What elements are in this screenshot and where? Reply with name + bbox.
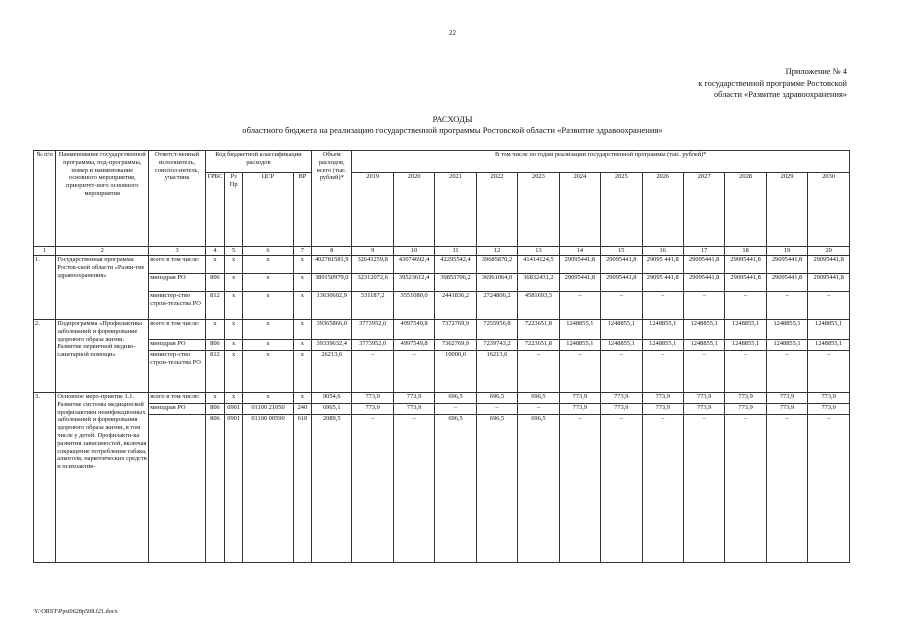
row-rzpr: 0901 bbox=[225, 404, 243, 415]
table-row bbox=[34, 274, 850, 292]
row-year-value: 1248855,1 bbox=[601, 340, 642, 351]
table-row bbox=[34, 292, 850, 320]
row-year-value: 29095441,8 bbox=[601, 256, 642, 274]
row-year-value: 773,9 bbox=[352, 404, 393, 415]
row-year-value: – bbox=[642, 415, 683, 563]
row-year-value: – bbox=[518, 351, 559, 393]
row-year-value: 32312072,6 bbox=[352, 274, 393, 292]
row-year-value: – bbox=[352, 415, 393, 563]
row-year-value: 773,9 bbox=[683, 404, 724, 415]
row-year-value: 4997549,8 bbox=[393, 340, 434, 351]
row-year-value: – bbox=[683, 351, 724, 393]
row-vr: х bbox=[293, 393, 311, 404]
row-year-value: 773,9 bbox=[808, 404, 850, 415]
col-number: 19 bbox=[766, 247, 807, 256]
row-year-value: 773,9 bbox=[601, 393, 642, 404]
row-executor: минздрав РО bbox=[149, 340, 206, 351]
row-vr: х bbox=[293, 274, 311, 292]
header-grbs: ГРБС bbox=[205, 173, 224, 247]
row-year-value: 696,5 bbox=[518, 393, 559, 404]
header-year: 2027 bbox=[683, 173, 724, 247]
row-year-value: 7372769,9 bbox=[435, 320, 476, 340]
row-year-value: – bbox=[725, 292, 766, 320]
row-year-value: – bbox=[393, 415, 434, 563]
row-csr: 01100 00590 bbox=[243, 415, 294, 563]
row-grbs: х bbox=[205, 320, 224, 340]
row-year-value: 39685870,2 bbox=[476, 256, 517, 274]
row-csr: х bbox=[243, 351, 294, 393]
row-year-value: – bbox=[683, 292, 724, 320]
row-year-value: 1248855,1 bbox=[642, 320, 683, 340]
header-vr: ВР bbox=[293, 173, 311, 247]
col-number: 1 bbox=[34, 247, 56, 256]
row-csr: х bbox=[243, 320, 294, 340]
row-year-value: 773,9 bbox=[642, 393, 683, 404]
row-name: Государственная программа Ростов-ской области «Разви-тие здравоохранения» bbox=[56, 256, 149, 320]
row-year-value: – bbox=[601, 351, 642, 393]
row-total: 13630602,9 bbox=[312, 292, 352, 320]
row-year-value: – bbox=[559, 292, 600, 320]
col-number: 3 bbox=[149, 247, 206, 256]
row-year-value: 773,9 bbox=[393, 404, 434, 415]
row-year-value: 7223651,8 bbox=[518, 320, 559, 340]
row-year-value: – bbox=[725, 415, 766, 563]
header-year: 2020 bbox=[393, 173, 434, 247]
col-number: 2 bbox=[56, 247, 149, 256]
row-year-value: 773,9 bbox=[642, 404, 683, 415]
row-year-value: 29095441,8 bbox=[559, 256, 600, 274]
row-year-value: – bbox=[601, 415, 642, 563]
row-grbs: 812 bbox=[205, 292, 224, 320]
row-year-value: – bbox=[683, 415, 724, 563]
row-name: Подпрограмма «Профилактика заболеваний и формирование здорового образа жизни. Развитие первичной медико-санитарной помощи» bbox=[56, 320, 149, 393]
col-number: 11 bbox=[435, 247, 476, 256]
row-year-value: 696,5 bbox=[476, 415, 517, 563]
row-year-value: 696,5 bbox=[435, 415, 476, 563]
row-year-value: – bbox=[476, 404, 517, 415]
header-csr: ЦСР bbox=[243, 173, 294, 247]
header-year: 2023 bbox=[518, 173, 559, 247]
row-year-value: 1248855,1 bbox=[559, 320, 600, 340]
row-year-value: – bbox=[559, 415, 600, 563]
col-number: 12 bbox=[476, 247, 517, 256]
header-year: 2025 bbox=[601, 173, 642, 247]
document-title: РАСХОДЫ bbox=[432, 114, 473, 124]
row-total: 39339632,4 bbox=[312, 340, 352, 351]
row-vr: 610 bbox=[293, 415, 311, 563]
document-subtitle: областного бюджета на реализацию государственной программы Ростовской области «Развитие здравоохранения» bbox=[242, 125, 663, 135]
row-year-value: 39523612,4 bbox=[393, 274, 434, 292]
table-row bbox=[34, 256, 850, 274]
col-number: 20 bbox=[808, 247, 850, 256]
row-vr: х bbox=[293, 351, 311, 393]
row-number: 3. bbox=[34, 393, 56, 563]
row-executor: всего в том числе: bbox=[149, 320, 206, 340]
row-year-value: 4997549,8 bbox=[393, 320, 434, 340]
expenses-table bbox=[33, 150, 850, 563]
header-executor: Ответст-венный исполнитель, соиспол-нитель, участник bbox=[149, 151, 206, 247]
row-total: 39365866,0 bbox=[312, 320, 352, 340]
col-number: 14 bbox=[559, 247, 600, 256]
row-year-value: 7239743,2 bbox=[476, 340, 517, 351]
document-title-block bbox=[0, 114, 905, 136]
row-number: 2. bbox=[34, 320, 56, 393]
header-year: 2029 bbox=[766, 173, 807, 247]
row-grbs: 806 bbox=[205, 340, 224, 351]
row-year-value: 4581693,3 bbox=[518, 292, 559, 320]
row-name: Основное меро-приятие 1.1. Развитие системы медицинской профилактики неинфекционных заболеваний и формирования здорового образа жизни, в том числе у детей. Профилакти-ка развития зависимостей, включая сокращение потребления табака, алкоголя, наркотических средств и психоактив- bbox=[56, 393, 149, 563]
row-year-value: 2441836,2 bbox=[435, 292, 476, 320]
row-grbs: 806 bbox=[205, 274, 224, 292]
row-rzpr: х bbox=[225, 256, 243, 274]
row-year-value: – bbox=[808, 415, 850, 563]
col-number: 8 bbox=[312, 247, 352, 256]
row-total: 402781581,9 bbox=[312, 256, 352, 274]
row-total: 2089,5 bbox=[312, 415, 352, 563]
appendix-line: к государственной программе Ростовской bbox=[698, 78, 847, 88]
row-rzpr: х bbox=[225, 393, 243, 404]
row-year-value: 39853706,2 bbox=[435, 274, 476, 292]
row-year-value: 29095441,8 bbox=[725, 256, 766, 274]
row-year-value: – bbox=[435, 404, 476, 415]
row-year-value: 29095441,8 bbox=[725, 274, 766, 292]
row-year-value: – bbox=[518, 404, 559, 415]
row-year-value: 7223651,8 bbox=[518, 340, 559, 351]
row-executor: министер-ство строи-тельства РО bbox=[149, 351, 206, 393]
col-number: 16 bbox=[642, 247, 683, 256]
row-year-value: 2724806,2 bbox=[476, 292, 517, 320]
row-vr: 240 bbox=[293, 404, 311, 415]
row-year-value: 1248855,1 bbox=[766, 320, 807, 340]
row-year-value: 29095441,8 bbox=[808, 274, 850, 292]
row-total: 9054,6 bbox=[312, 393, 352, 404]
table-row bbox=[34, 415, 850, 563]
header-year: 2021 bbox=[435, 173, 476, 247]
row-year-value: 773,9 bbox=[683, 393, 724, 404]
row-rzpr: х bbox=[225, 320, 243, 340]
row-year-value: 42295542,4 bbox=[435, 256, 476, 274]
row-csr: х bbox=[243, 256, 294, 274]
row-year-value: 1248855,1 bbox=[683, 340, 724, 351]
row-rzpr: х bbox=[225, 292, 243, 320]
col-number: 13 bbox=[518, 247, 559, 256]
table-row bbox=[34, 393, 850, 404]
row-year-value: 773,9 bbox=[559, 393, 600, 404]
row-year-value: 32643259,8 bbox=[352, 256, 393, 274]
row-year-value: – bbox=[352, 351, 393, 393]
header-years-group: В том числе по годам реализации государственной программы (тыс. рублей)* bbox=[352, 151, 850, 173]
header-year: 2019 bbox=[352, 173, 393, 247]
row-year-value: 773,9 bbox=[393, 393, 434, 404]
header-rzpr: Рз Пр bbox=[225, 173, 243, 247]
row-rzpr: х bbox=[225, 340, 243, 351]
row-vr: х bbox=[293, 340, 311, 351]
col-number: 7 bbox=[293, 247, 311, 256]
row-year-value: 3773952,0 bbox=[352, 340, 393, 351]
row-year-value: 16213,6 bbox=[476, 351, 517, 393]
table-row bbox=[34, 320, 850, 340]
row-year-value: 36961064,0 bbox=[476, 274, 517, 292]
col-number: 15 bbox=[601, 247, 642, 256]
row-csr: х bbox=[243, 393, 294, 404]
col-number: 18 bbox=[725, 247, 766, 256]
row-year-value: 3551080,0 bbox=[393, 292, 434, 320]
row-executor: всего в том числе: bbox=[149, 256, 206, 274]
row-year-value: 29095 441,8 bbox=[642, 274, 683, 292]
row-year-value: – bbox=[642, 292, 683, 320]
row-year-value: – bbox=[642, 351, 683, 393]
row-year-value: 1248855,1 bbox=[725, 340, 766, 351]
row-year-value: – bbox=[559, 351, 600, 393]
row-year-value: 773,9 bbox=[725, 404, 766, 415]
row-executor: всего в том числе: bbox=[149, 393, 206, 404]
table-row bbox=[34, 351, 850, 393]
row-vr: х bbox=[293, 292, 311, 320]
column-number-row bbox=[34, 247, 850, 256]
file-path-footer: Y:\ORST\Ppsi0628p508.f21.docx bbox=[34, 608, 118, 615]
header-num: № п/п bbox=[34, 151, 56, 247]
row-year-value: 29095441,8 bbox=[808, 256, 850, 274]
row-csr: х bbox=[243, 274, 294, 292]
row-year-value: 1248855,1 bbox=[766, 340, 807, 351]
appendix-note bbox=[698, 66, 847, 101]
row-year-value: 773,9 bbox=[808, 393, 850, 404]
header-year: 2022 bbox=[476, 173, 517, 247]
row-year-value: 1248855,1 bbox=[725, 320, 766, 340]
row-year-value: – bbox=[766, 415, 807, 563]
header-year: 2028 bbox=[725, 173, 766, 247]
row-grbs: 806 bbox=[205, 404, 224, 415]
row-grbs: х bbox=[205, 256, 224, 274]
col-number: 10 bbox=[393, 247, 434, 256]
row-year-value: 1248855,1 bbox=[642, 340, 683, 351]
row-year-value: 36832431,2 bbox=[518, 274, 559, 292]
row-year-value: – bbox=[725, 351, 766, 393]
row-executor: министер-ство строи-тельства РО bbox=[149, 292, 206, 320]
appendix-line: области «Развитие здравоохранения» bbox=[713, 90, 847, 99]
row-year-value: 773,9 bbox=[766, 404, 807, 415]
row-grbs: х bbox=[205, 393, 224, 404]
appendix-line: Приложение № 4 bbox=[785, 67, 847, 76]
row-year-value: 696,5 bbox=[476, 393, 517, 404]
row-csr: х bbox=[243, 340, 294, 351]
row-total: 389150979,0 bbox=[312, 274, 352, 292]
row-year-value: 29095441,8 bbox=[601, 274, 642, 292]
row-year-value: 773,9 bbox=[601, 404, 642, 415]
row-executor bbox=[149, 415, 206, 563]
row-year-value: 29095441,8 bbox=[766, 274, 807, 292]
row-year-value: 773,9 bbox=[725, 393, 766, 404]
header-year: 2026 bbox=[642, 173, 683, 247]
row-executor: минздрав РО bbox=[149, 274, 206, 292]
row-year-value: – bbox=[808, 292, 850, 320]
row-total: 26213,6 bbox=[312, 351, 352, 393]
col-number: 4 bbox=[205, 247, 224, 256]
row-year-value: 29095441,8 bbox=[683, 274, 724, 292]
page-number: 22 bbox=[449, 29, 456, 37]
row-executor: минздрав РО bbox=[149, 404, 206, 415]
row-year-value: 7362769,9 bbox=[435, 340, 476, 351]
col-number: 5 bbox=[225, 247, 243, 256]
row-year-value: 773,9 bbox=[766, 393, 807, 404]
row-year-value: 43074692,4 bbox=[393, 256, 434, 274]
row-year-value: 10000,0 bbox=[435, 351, 476, 393]
row-year-value: 3773952,0 bbox=[352, 320, 393, 340]
row-csr: х bbox=[243, 292, 294, 320]
row-year-value: 331187,2 bbox=[352, 292, 393, 320]
row-vr: х bbox=[293, 320, 311, 340]
row-year-value: 696,5 bbox=[435, 393, 476, 404]
row-vr: х bbox=[293, 256, 311, 274]
header-code-group: Код бюджетной классификации расходов bbox=[205, 151, 311, 173]
row-year-value: 7255956,8 bbox=[476, 320, 517, 340]
row-year-value: – bbox=[808, 351, 850, 393]
row-total: 6965,1 bbox=[312, 404, 352, 415]
header-year: 2030 bbox=[808, 173, 850, 247]
row-year-value: – bbox=[766, 351, 807, 393]
table-row bbox=[34, 340, 850, 351]
table-row bbox=[34, 404, 850, 415]
row-year-value: 773,9 bbox=[352, 393, 393, 404]
header-year: 2024 bbox=[559, 173, 600, 247]
row-rzpr: х bbox=[225, 351, 243, 393]
header-volume: Объем расходов, всего (тыс. рублей)* bbox=[312, 151, 352, 247]
row-year-value: 29095441,8 bbox=[559, 274, 600, 292]
row-grbs: 806 bbox=[205, 415, 224, 563]
row-year-value: 1248855,1 bbox=[808, 340, 850, 351]
row-year-value: 1248855,1 bbox=[601, 320, 642, 340]
row-year-value: 696,5 bbox=[518, 415, 559, 563]
row-rzpr: 0901 bbox=[225, 415, 243, 563]
row-year-value: 41414124,5 bbox=[518, 256, 559, 274]
col-number: 6 bbox=[243, 247, 294, 256]
row-csr: 01100 21050 bbox=[243, 404, 294, 415]
col-number: 9 bbox=[352, 247, 393, 256]
col-number: 17 bbox=[683, 247, 724, 256]
row-year-value: – bbox=[766, 292, 807, 320]
row-year-value: – bbox=[393, 351, 434, 393]
header-name: Наименование государственной программы, под-программы, номер и наименование основного мероприятия, приоритет-ного основного мероприятия bbox=[56, 151, 149, 247]
row-year-value: – bbox=[601, 292, 642, 320]
row-year-value: 1248855,1 bbox=[683, 320, 724, 340]
row-year-value: 1248855,1 bbox=[559, 340, 600, 351]
row-year-value: 1248855,1 bbox=[808, 320, 850, 340]
row-year-value: 29095441,8 bbox=[766, 256, 807, 274]
table-body bbox=[34, 256, 850, 563]
row-year-value: 773,9 bbox=[559, 404, 600, 415]
row-rzpr: х bbox=[225, 274, 243, 292]
row-year-value: 29095 441,8 bbox=[642, 256, 683, 274]
row-year-value: 29095441,8 bbox=[683, 256, 724, 274]
row-number: 1. bbox=[34, 256, 56, 320]
row-grbs: 812 bbox=[205, 351, 224, 393]
